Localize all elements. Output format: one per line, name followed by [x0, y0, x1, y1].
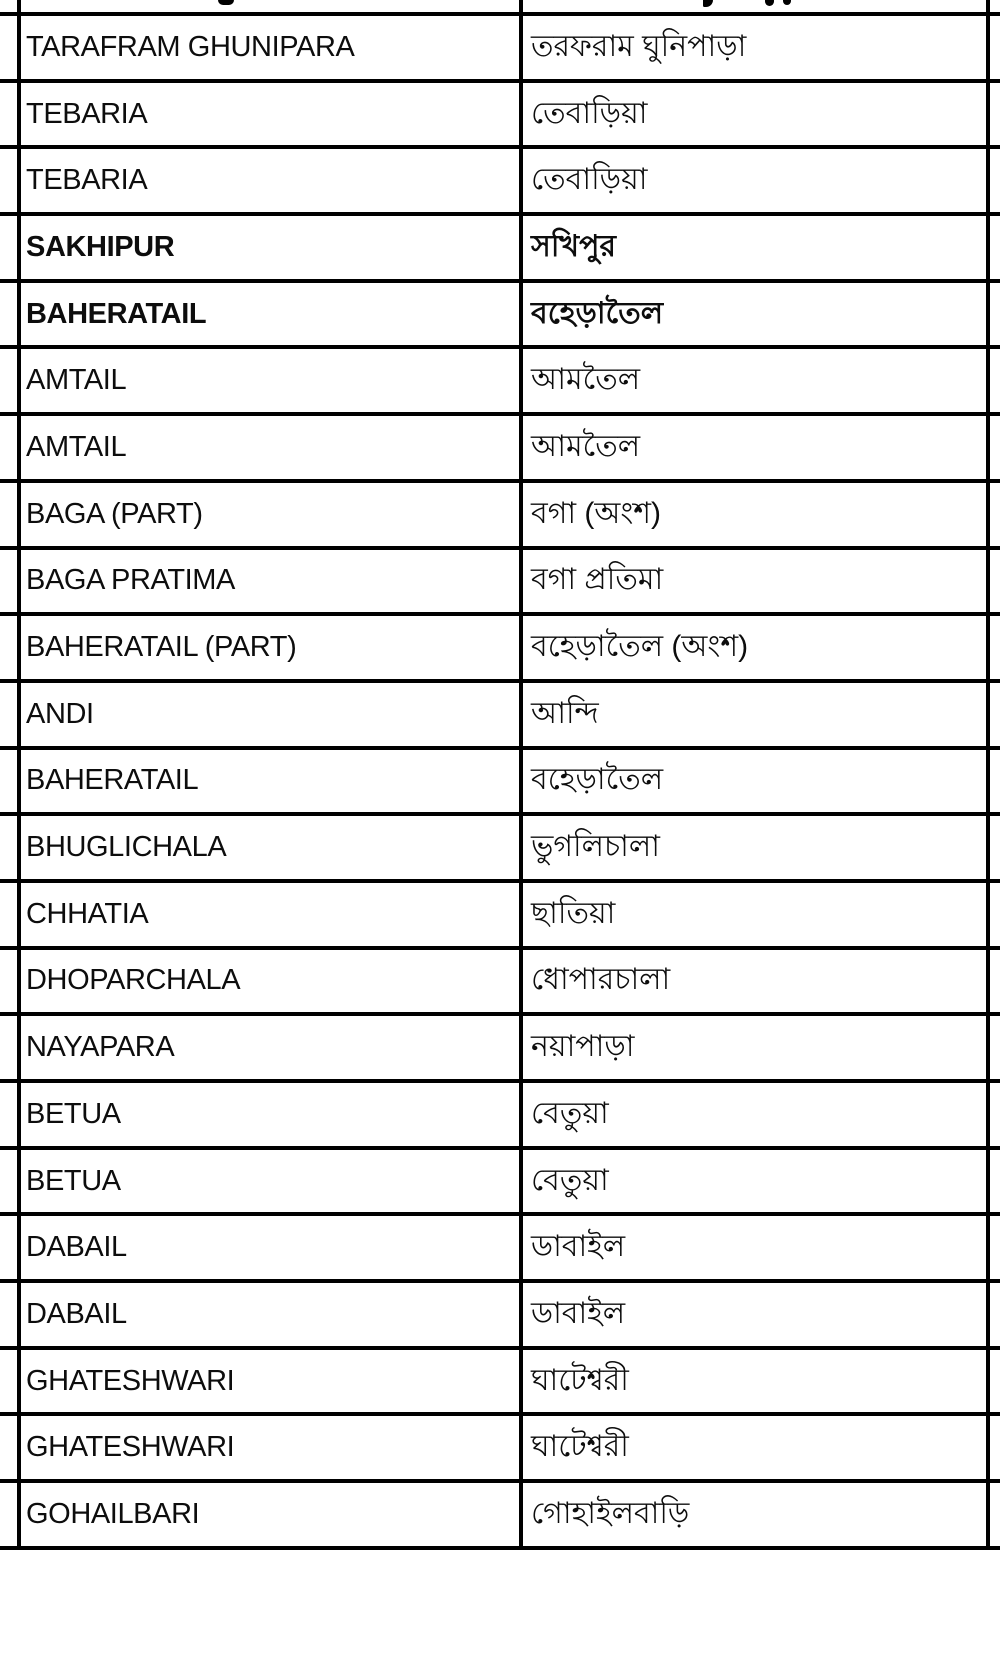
village-name-en-cell: BHUGLICHALA — [21, 816, 519, 879]
left-edge-stub-cell — [0, 349, 17, 412]
right-edge-stub-cell — [990, 1016, 1000, 1079]
right-edge-stub-cell — [990, 483, 1000, 546]
left-edge-stub-cell — [0, 416, 17, 479]
village-name-en-cell: NAYAPARA — [21, 1016, 519, 1079]
village-name-bn-cell: বেতুয়া — [523, 1150, 986, 1213]
left-edge-stub-cell — [0, 0, 17, 12]
village-name-en-cell: BAGA PRATIMA — [21, 550, 519, 613]
right-edge-stub-cell — [990, 683, 1000, 746]
right-edge-stub-cell — [990, 283, 1000, 346]
village-name-bn-cell: ছাতিয়া — [523, 883, 986, 946]
left-edge-stub-cell — [0, 550, 17, 613]
right-edge-stub-cell — [990, 149, 1000, 212]
village-name-bn-cell: বেতুয়া — [523, 1083, 986, 1146]
left-edge-stub-cell — [0, 1083, 17, 1146]
village-name-en-cell: BAGA (PART) — [21, 483, 519, 546]
left-edge-stub-cell — [0, 950, 17, 1013]
village-name-bn-cell: আন্দি — [523, 683, 986, 746]
village-name-en-cell: TEBARIA — [21, 83, 519, 146]
right-edge-stub-cell — [990, 616, 1000, 679]
right-edge-stub-cell — [990, 83, 1000, 146]
village-name-en-cell: DABAIL — [21, 1216, 519, 1279]
village-name-bn-cell: ঘাটেশ্বরী — [523, 1416, 986, 1479]
clipped-row-bn-cell — [523, 0, 986, 12]
village-name-bn-cell: ধোপারচালা — [523, 950, 986, 1013]
village-name-bn-cell: নয়াপাড়া — [523, 1016, 986, 1079]
village-name-bn-cell: আমতৈল — [523, 349, 986, 412]
right-edge-stub-cell — [990, 1283, 1000, 1346]
left-edge-stub-cell — [0, 883, 17, 946]
village-name-en-cell: AMTAIL — [21, 416, 519, 479]
village-name-bn-cell: বহেড়াতৈল (অংশ) — [523, 616, 986, 679]
village-name-en-cell: GHATESHWARI — [21, 1350, 519, 1413]
village-name-en-cell: ANDI — [21, 683, 519, 746]
village-name-en-cell: BETUA — [21, 1150, 519, 1213]
clipped-row-en-cell — [21, 0, 519, 12]
village-name-en-cell: DHOPARCHALA — [21, 950, 519, 1013]
right-edge-stub-cell — [990, 0, 1000, 12]
left-edge-stub-cell — [0, 216, 17, 279]
village-name-en-cell: BAHERATAIL (PART) — [21, 616, 519, 679]
left-edge-stub-cell — [0, 149, 17, 212]
left-edge-stub-cell — [0, 483, 17, 546]
right-edge-stub-cell — [990, 1350, 1000, 1413]
village-name-bn-cell: ভুগলিচালা — [523, 816, 986, 879]
right-edge-stub-cell — [990, 1416, 1000, 1479]
village-name-en-cell: GOHAILBARI — [21, 1483, 519, 1546]
village-name-en-cell: AMTAIL — [21, 349, 519, 412]
village-name-bn-cell: ঘাটেশ্বরী — [523, 1350, 986, 1413]
right-edge-stub-cell — [990, 216, 1000, 279]
village-name-en-cell: GHATESHWARI — [21, 1416, 519, 1479]
village-name-bn-cell: বহেড়াতৈল — [523, 283, 986, 346]
right-edge-stub-cell — [990, 550, 1000, 613]
left-edge-stub-cell — [0, 683, 17, 746]
village-name-en-cell: BAHERATAIL — [21, 283, 519, 346]
left-edge-stub-cell — [0, 616, 17, 679]
village-name-en-cell: BAHERATAIL — [21, 750, 519, 813]
village-name-en-cell: TARAFRAM GHUNIPARA — [21, 16, 519, 79]
village-name-en-cell: DABAIL — [21, 1283, 519, 1346]
left-edge-stub-cell — [0, 1483, 17, 1546]
left-edge-stub-cell — [0, 283, 17, 346]
clipped-row-glyph-fragment — [218, 0, 234, 5]
village-name-bn-cell: ডাবাইল — [523, 1283, 986, 1346]
left-edge-stub-cell — [0, 1283, 17, 1346]
right-edge-stub-cell — [990, 1483, 1000, 1546]
village-name-bn-cell: বহেড়াতৈল — [523, 750, 986, 813]
village-name-en-cell: BETUA — [21, 1083, 519, 1146]
village-name-bn-cell: তরফরাম ঘুনিপাড়া — [523, 16, 986, 79]
left-edge-stub-cell — [0, 1016, 17, 1079]
village-name-en-cell: CHHATIA — [21, 883, 519, 946]
right-edge-stub-cell — [990, 816, 1000, 879]
right-edge-stub-cell — [990, 1083, 1000, 1146]
left-edge-stub-cell — [0, 816, 17, 879]
right-edge-stub-cell — [990, 1216, 1000, 1279]
village-name-bn-cell: তেবাড়িয়া — [523, 83, 986, 146]
right-edge-stub-cell — [990, 349, 1000, 412]
village-name-bn-cell: আমতৈল — [523, 416, 986, 479]
village-name-bn-cell: বগা প্রতিমা — [523, 550, 986, 613]
left-edge-stub-cell — [0, 1150, 17, 1213]
village-name-bn-cell: বগা (অংশ) — [523, 483, 986, 546]
village-name-en-cell: SAKHIPUR — [21, 216, 519, 279]
left-edge-stub-cell — [0, 1216, 17, 1279]
village-name-bn-cell: সখিপুর — [523, 216, 986, 279]
right-edge-stub-cell — [990, 950, 1000, 1013]
left-edge-stub-cell — [0, 16, 17, 79]
right-edge-stub-cell — [990, 1150, 1000, 1213]
left-edge-stub-cell — [0, 83, 17, 146]
right-edge-stub-cell — [990, 883, 1000, 946]
left-edge-stub-cell — [0, 1350, 17, 1413]
right-edge-stub-cell — [990, 750, 1000, 813]
right-edge-stub-cell — [990, 16, 1000, 79]
left-edge-stub-cell — [0, 1416, 17, 1479]
village-name-bn-cell: গোহাইলবাড়ি — [523, 1483, 986, 1546]
right-edge-stub-cell — [990, 416, 1000, 479]
left-edge-stub-cell — [0, 750, 17, 813]
village-name-bn-cell: ডাবাইল — [523, 1216, 986, 1279]
village-name-en-cell: TEBARIA — [21, 149, 519, 212]
village-name-bn-cell: তেবাড়িয়া — [523, 149, 986, 212]
